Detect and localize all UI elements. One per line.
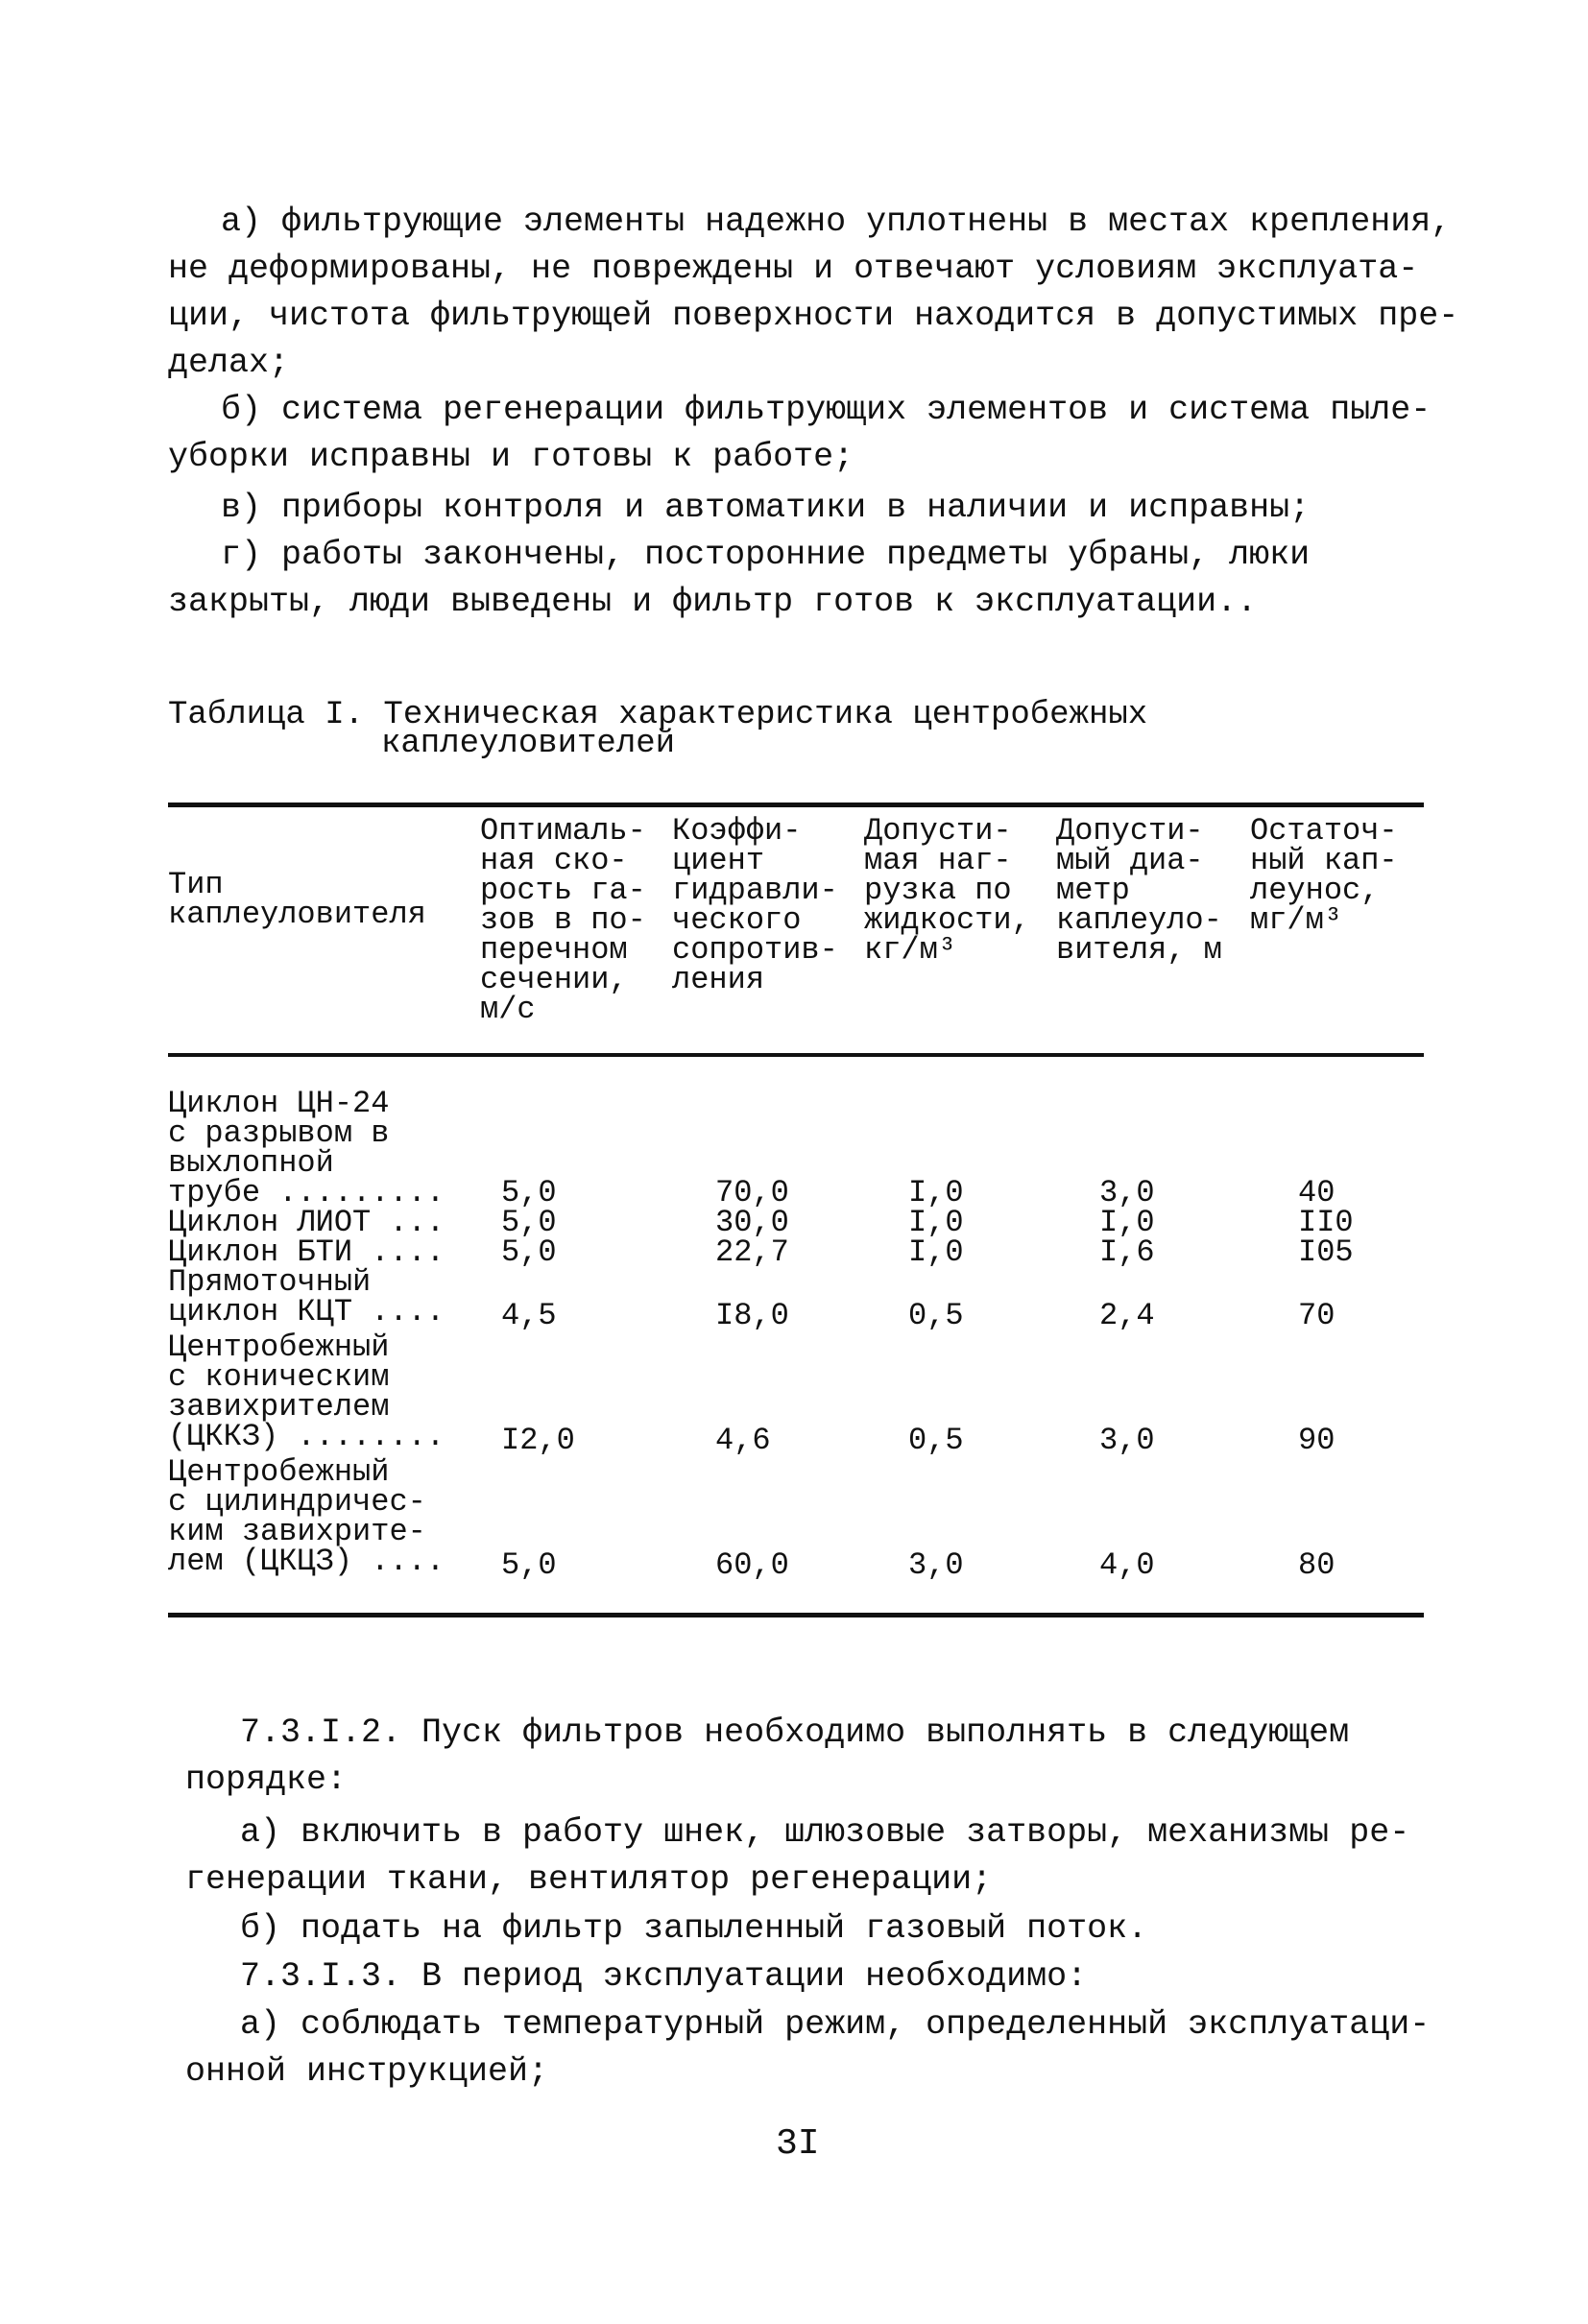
header-resistance-coefficient xyxy=(672,813,838,997)
header-line: ления xyxy=(672,962,765,997)
header-line: гидравли- xyxy=(672,873,838,908)
text-line: г) работы закончены, посторонние предметы убраны, люки xyxy=(221,536,1311,574)
table-cell: 4,5 xyxy=(501,1298,557,1333)
header-line: вителя, м xyxy=(1056,932,1222,968)
header-line: каплеуловителя xyxy=(168,897,426,932)
header-line: Тип xyxy=(168,867,224,902)
table-cell: 4,0 xyxy=(1099,1547,1155,1583)
table-top-rule xyxy=(168,803,1424,807)
table-cell: I,0 xyxy=(908,1175,964,1210)
table-bottom-rule xyxy=(168,1613,1424,1617)
table-cell: 5,0 xyxy=(501,1175,557,1210)
table-cell: 5,0 xyxy=(501,1234,557,1270)
row-name xyxy=(168,1330,445,1454)
table-cell: I,0 xyxy=(1099,1205,1155,1240)
header-line: мый диа- xyxy=(1056,843,1204,878)
paragraph-b-gas-flow xyxy=(168,1905,1416,1953)
header-line: Допусти- xyxy=(1056,813,1204,849)
paragraph-7-3-1-2 xyxy=(168,1710,1416,1804)
header-type xyxy=(168,867,426,932)
header-line: циент xyxy=(672,843,765,878)
text-line: делах; xyxy=(168,344,290,382)
text-line: онной инструкцией; xyxy=(185,2052,549,2091)
paragraph-a-filters xyxy=(168,199,1459,387)
text-line: 7.3.I.3. В период эксплуатации необходимо: xyxy=(240,1957,1088,1996)
header-line: жидкости, xyxy=(864,902,1030,938)
table-cell: 80 xyxy=(1298,1547,1335,1583)
row-name-line: Центробежный xyxy=(168,1330,390,1365)
table-cell: 70,0 xyxy=(715,1175,789,1210)
text-line: а) соблюдать температурный режим, определенный эксплуатаци- xyxy=(240,2005,1431,2044)
table-caption xyxy=(168,697,1148,762)
text-line: закрыты, люди выведены и фильтр готов к эксплуатации.. xyxy=(168,583,1258,621)
text-line: уборки исправны и готовы к работе; xyxy=(168,438,854,476)
row-name-line: лем (ЦКЦЗ) .... xyxy=(168,1544,445,1579)
row-name xyxy=(168,1205,445,1240)
row-name-line: трубе ......... xyxy=(168,1175,445,1210)
paragraph-b-regeneration xyxy=(168,387,1432,481)
table-cell: I,0 xyxy=(908,1234,964,1270)
row-name-line: с разрывом в xyxy=(168,1115,390,1151)
row-name-line: с коническим xyxy=(168,1359,390,1395)
paragraph-7-3-1-3 xyxy=(168,1953,1416,2001)
text-line: в) приборы контроля и автоматики в наличии и исправны; xyxy=(221,489,1311,527)
table-cell: I,6 xyxy=(1099,1234,1155,1270)
text-line: 7.3.I.2. Пуск фильтров необходимо выполнять в следующем xyxy=(240,1713,1350,1752)
header-diameter xyxy=(1056,813,1222,968)
table-cell: 30,0 xyxy=(715,1205,789,1240)
header-line: рузка по xyxy=(864,873,1012,908)
row-name-line: (ЦККЗ) ........ xyxy=(168,1419,445,1454)
header-line: мг/м³ xyxy=(1250,902,1343,938)
row-name-line: выхлопной xyxy=(168,1145,334,1181)
row-name xyxy=(168,1086,445,1210)
caption-line: Таблица I. Техническая характеристика центробежных xyxy=(168,697,1148,733)
table-cell: 70 xyxy=(1298,1298,1335,1333)
paragraph-a-temperature xyxy=(168,2001,1431,2096)
text-line: ции, чистота фильтрующей поверхности находится в допустимых пре- xyxy=(168,297,1459,335)
table-cell: I05 xyxy=(1298,1234,1354,1270)
table-cell: 60,0 xyxy=(715,1547,789,1583)
header-gas-velocity xyxy=(480,813,646,1027)
table-cell: 22,7 xyxy=(715,1234,789,1270)
header-line: сопротив- xyxy=(672,932,838,968)
header-line: рость га- xyxy=(480,873,646,908)
header-line: зов в по- xyxy=(480,902,646,938)
table-header-rule xyxy=(168,1053,1424,1057)
text-line: а) фильтрующие элементы надежно уплотнены в местах крепления, xyxy=(221,203,1452,241)
table-cell: 3,0 xyxy=(908,1547,964,1583)
header-line: Оптималь- xyxy=(480,813,646,849)
header-liquid-load xyxy=(864,813,1030,968)
row-name-line: Центробежный xyxy=(168,1454,390,1490)
table-cell: II0 xyxy=(1298,1205,1354,1240)
text-line: а) включить в работу шнек, шлюзовые затворы, механизмы ре- xyxy=(240,1813,1410,1852)
header-line: метр xyxy=(1056,873,1130,908)
table-cell: 4,6 xyxy=(715,1423,771,1458)
header-line: ческого xyxy=(672,902,802,938)
header-line: Коэффи- xyxy=(672,813,802,849)
row-name-line: Циклон ЛИОТ ... xyxy=(168,1205,445,1240)
header-line: леунос, xyxy=(1250,873,1380,908)
table-cell: I2,0 xyxy=(501,1423,575,1458)
text-line: порядке: xyxy=(185,1761,348,1799)
table-cell: 5,0 xyxy=(501,1547,557,1583)
header-line: ный кап- xyxy=(1250,843,1398,878)
header-line: мая наг- xyxy=(864,843,1012,878)
paragraph-v-instruments xyxy=(168,485,1416,532)
row-name-line: Циклон БТИ .... xyxy=(168,1234,445,1270)
row-name-line: ким завихрите- xyxy=(168,1514,426,1549)
caption-line: каплеуловителей xyxy=(381,726,676,762)
row-name xyxy=(168,1264,445,1330)
row-name-line: Циклон ЦН-24 xyxy=(168,1086,390,1121)
text-line: не деформированы, не повреждены и отвечают условиям эксплуата- xyxy=(168,250,1419,288)
row-name xyxy=(168,1234,445,1270)
table-cell: 3,0 xyxy=(1099,1175,1155,1210)
header-residual-carryover xyxy=(1250,813,1398,938)
table-cell: 0,5 xyxy=(908,1298,964,1333)
header-line: кг/м³ xyxy=(864,932,957,968)
row-name-line: Прямоточный xyxy=(168,1264,372,1300)
table-cell: 90 xyxy=(1298,1423,1335,1458)
table-cell: I,0 xyxy=(908,1205,964,1240)
table-cell: 3,0 xyxy=(1099,1423,1155,1458)
paragraph-a-switch-on xyxy=(168,1809,1416,1904)
page-number: 3I xyxy=(776,2123,820,2165)
header-line: Остаточ- xyxy=(1250,813,1398,849)
header-line: перечном xyxy=(480,932,628,968)
text-line: б) подать на фильтр запыленный газовый поток. xyxy=(240,1909,1148,1948)
header-line: сечении, xyxy=(480,962,628,997)
header-line: м/с xyxy=(480,992,536,1027)
row-name-line: завихрителем xyxy=(168,1389,390,1425)
row-name-line: с цилиндричес- xyxy=(168,1484,426,1520)
table-cell: I8,0 xyxy=(715,1298,789,1333)
table-cell: 2,4 xyxy=(1099,1298,1155,1333)
paragraph-g-works-finished xyxy=(168,532,1416,626)
text-line: генерации ткани, вентилятор регенерации; xyxy=(185,1860,993,1899)
header-line: ная ско- xyxy=(480,843,628,878)
table-cell: 0,5 xyxy=(908,1423,964,1458)
text-line: б) система регенерации фильтрующих элементов и система пыле- xyxy=(221,391,1432,429)
table-cell: 40 xyxy=(1298,1175,1335,1210)
table-cell: 5,0 xyxy=(501,1205,557,1240)
row-name-line: циклон КЦТ .... xyxy=(168,1294,445,1330)
row-name xyxy=(168,1454,445,1579)
header-line: каплеуло- xyxy=(1056,902,1222,938)
header-line: Допусти- xyxy=(864,813,1012,849)
